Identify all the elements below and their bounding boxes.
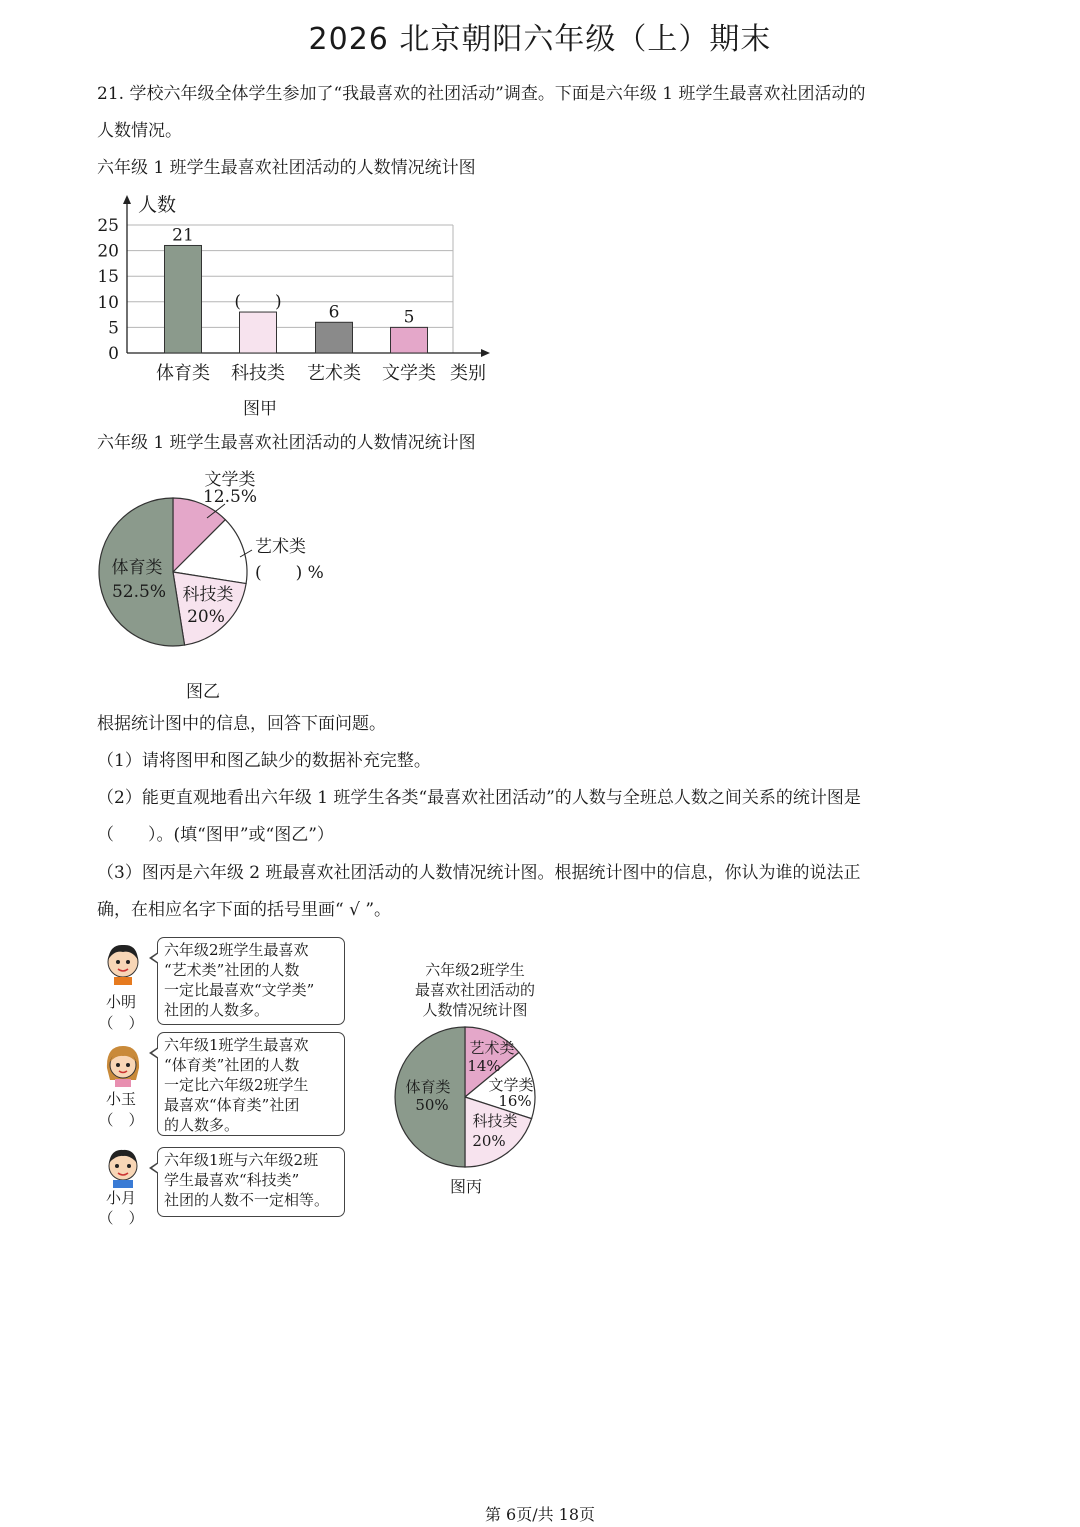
- xiaoyu-answer-paren[interactable]: （ ）: [98, 1111, 144, 1129]
- pie-value-label: ( ) %: [255, 563, 324, 583]
- bar-data-label: 5: [403, 307, 415, 328]
- xiaoming-speech-bubble: [157, 937, 345, 1025]
- x-tick-label: 艺术类: [307, 363, 361, 384]
- xiaoyu-speech-bubble: [157, 1032, 345, 1136]
- xiaoming-name: 小明: [105, 993, 136, 1011]
- figure-b: [90, 462, 350, 661]
- bar-data-label: 21: [172, 225, 194, 246]
- question-line-1: 21. 学校六年级全体学生参加了“我最喜欢的社团活动”调查。下面是六年级 1 班学生最喜欢社团活动的: [97, 84, 866, 104]
- bubble-line: 六年级1班学生最喜欢: [164, 1036, 309, 1054]
- pie-chart-class1: [90, 462, 350, 657]
- xiaoming-avatar-icon: [100, 940, 146, 986]
- pie-label: 科技类: [182, 585, 234, 605]
- instructions-q3-line2: 确，在相应名字下面的括号里画“ √ ”。: [97, 900, 392, 920]
- xiaoyue-name: 小月: [105, 1189, 136, 1207]
- figure-c-title: [395, 960, 555, 1020]
- xiaoyue-speech-bubble: [157, 1147, 345, 1217]
- x-axis-label: 类别: [450, 363, 486, 384]
- figure-a: [90, 185, 510, 429]
- pie-value-label: 12.5%: [202, 487, 258, 507]
- instructions-q3-line1: （3）图丙是六年级 2 班最喜欢社团活动的人数情况统计图。根据统计图中的信息，你认为谁的说法正: [97, 863, 861, 883]
- bubble-line: 最喜欢“体育类”社团: [164, 1096, 300, 1114]
- y-axis-label: 人数: [138, 194, 177, 216]
- pie-label: 体育类: [405, 1078, 451, 1096]
- xiaoyu-name: 小玉: [105, 1090, 136, 1108]
- pie-chart-class2: [385, 1020, 555, 1175]
- x-tick-label: 文学类: [382, 363, 436, 384]
- bar-labels: [97, 194, 486, 384]
- figure-a-label: 图甲: [243, 399, 277, 419]
- figure-c-title-line: 最喜欢社团活动的: [414, 981, 535, 999]
- pie-value-label: 50%: [415, 1096, 449, 1114]
- figure-c-label: 图丙: [450, 1177, 483, 1196]
- instructions-q2-line1: （2）能更直观地看出六年级 1 班学生各类“最喜欢社团活动”的人数与全班总人数之间关系的统计图是: [97, 788, 861, 808]
- figure-a-caption: 六年级 1 班学生最喜欢社团活动的人数情况统计图: [97, 158, 476, 178]
- pie-label: 体育类: [111, 558, 163, 578]
- pie-label: 艺术类: [469, 1039, 515, 1057]
- instructions-q2-line2: （ ）。(填“图甲”或“图乙”）: [97, 825, 334, 845]
- x-tick-label: 科技类: [231, 363, 285, 384]
- x-tick-label: 体育类: [156, 363, 210, 384]
- bubble-line: 社团的人数多。: [164, 1001, 270, 1019]
- pie-value-label: 20%: [187, 607, 225, 627]
- bar: [316, 322, 353, 353]
- bubble-line: 一定比六年级2班学生: [164, 1076, 309, 1094]
- bubble-line: 一定比最喜欢“文学类”: [164, 981, 315, 999]
- bubble-line: “体育类”社团的人数: [164, 1056, 300, 1074]
- y-tick-label: 20: [97, 241, 119, 262]
- pie-label: 文学类: [204, 470, 256, 490]
- figure-b-label: 图乙: [186, 682, 220, 702]
- pie-label: 文学类: [488, 1076, 534, 1094]
- pie-value-label: 20%: [472, 1132, 506, 1150]
- page-footer: 第 6页/共 18页: [484, 1505, 596, 1524]
- pie-value-label: 14%: [467, 1057, 501, 1075]
- pie-label: 科技类: [472, 1112, 518, 1130]
- xiaoyue-answer-paren[interactable]: （ ）: [98, 1209, 144, 1227]
- y-tick-label: 5: [108, 318, 119, 339]
- xiaoming-answer-paren[interactable]: （ ）: [98, 1014, 144, 1032]
- xiaoyu-avatar-icon: [100, 1042, 146, 1088]
- figure-c: [385, 1020, 555, 1179]
- bar-data-label: 6: [328, 302, 340, 323]
- bubble-line: 学生最喜欢“科技类”: [164, 1171, 300, 1189]
- figure-b-caption: 六年级 1 班学生最喜欢社团活动的人数情况统计图: [97, 433, 476, 453]
- y-tick-label: 25: [97, 216, 119, 236]
- figure-c-title-line: 人数情况统计图: [422, 1001, 528, 1019]
- page-title: 2026 北京朝阳六年级（上）期末: [308, 22, 772, 57]
- xiaoyue-avatar-icon: [100, 1146, 146, 1188]
- bar: [165, 245, 202, 353]
- pie-label: 艺术类: [255, 537, 306, 557]
- x-axis-arrow-icon: [481, 349, 490, 357]
- bar-chart: [90, 185, 510, 425]
- instructions-q1: （1）请将图甲和图乙缺少的数据补充完整。: [97, 751, 431, 771]
- bubble-line: 六年级2班学生最喜欢: [164, 941, 309, 959]
- bubble-line: 的人数多。: [164, 1116, 240, 1134]
- bar: [240, 312, 277, 353]
- bubble-line: 六年级1班与六年级2班: [164, 1151, 319, 1169]
- bar: [391, 327, 428, 353]
- bubble-line: “艺术类”社团的人数: [164, 961, 300, 979]
- figure-c-title-line: 六年级2班学生: [425, 961, 525, 979]
- y-tick-label: 15: [97, 267, 119, 288]
- bubble-line: 社团的人数不一定相等。: [164, 1191, 330, 1209]
- instructions-intro: 根据统计图中的信息，回答下面问题。: [97, 714, 386, 734]
- question-line-2: 人数情况。: [97, 121, 182, 141]
- y-tick-label: 10: [97, 292, 119, 313]
- pie-value-label: 52.5%: [111, 582, 167, 602]
- bar-marks: [165, 245, 428, 353]
- y-tick-label: 0: [108, 344, 119, 364]
- bar-data-label: ( ): [234, 292, 282, 313]
- pie-value-label: 16%: [498, 1092, 532, 1110]
- y-axis-arrow-icon: [123, 195, 131, 204]
